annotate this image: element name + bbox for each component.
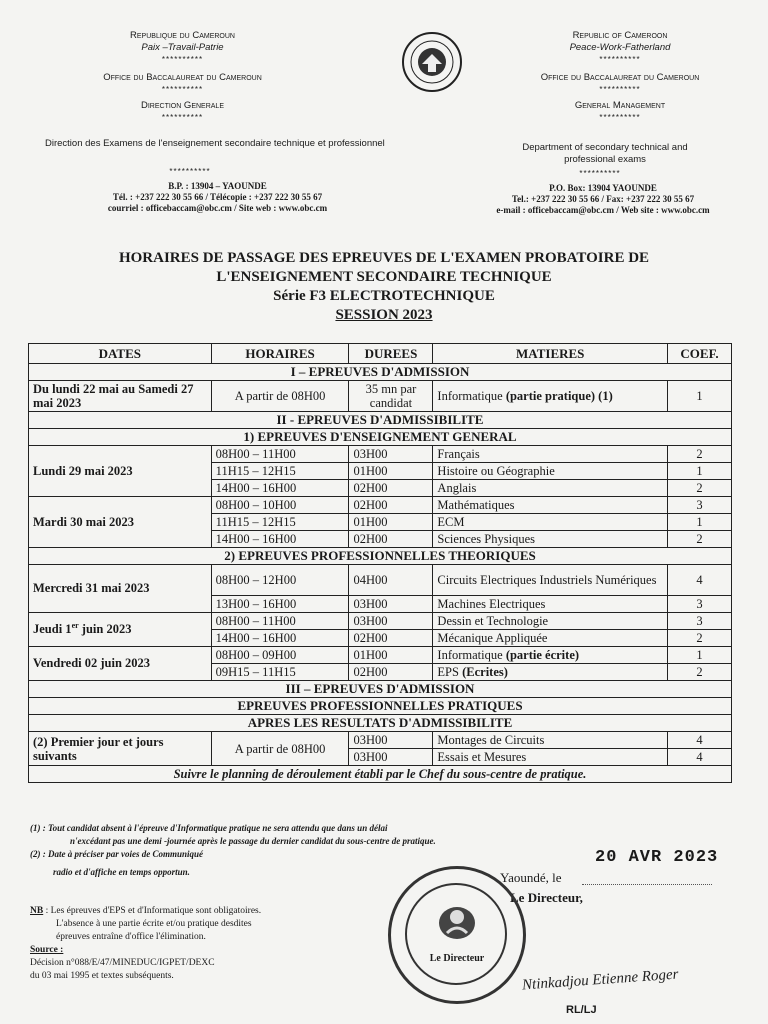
- date-cell: Jeudi 1er juin 2023: [29, 613, 212, 647]
- matiere-cell: Sciences Physiques: [433, 531, 668, 548]
- date-cell: Mardi 30 mai 2023: [29, 497, 212, 548]
- horaire-cell: 13H00 – 16H00: [211, 596, 349, 613]
- tel-fr: Tél. : +237 222 30 55 66 / Télécopie : +237 222 30 55 67: [112, 192, 323, 202]
- coef-cell: 4: [668, 565, 732, 596]
- coef-cell: 1: [668, 463, 732, 480]
- country-en: Republic of Cameroon: [572, 30, 668, 41]
- duree-cell: 02H00: [349, 664, 433, 681]
- matiere-cell: Machines Electriques: [433, 596, 668, 613]
- horaire-cell: A partir de 08H00: [211, 381, 349, 412]
- footnote-1b: n'excédant pas une demi -journée après le passage du dernier candidat du sous-centre de pratique.: [70, 836, 436, 846]
- stars: **********: [599, 113, 641, 122]
- header-dates: DATES: [29, 344, 212, 364]
- duree-cell: 03H00: [349, 446, 433, 463]
- office-fr: Office du Baccalaureat du Cameroun: [103, 72, 262, 83]
- table-row: [29, 613, 732, 630]
- nb-line-2: L'absence à une partie écrite et/ou pratique desdites: [56, 919, 252, 929]
- matiere-cell: ECM: [433, 514, 668, 531]
- duree-cell: 01H00: [349, 647, 433, 664]
- date-line: [582, 870, 712, 885]
- matiere-cell: Circuits Electriques Industriels Numériques: [433, 565, 668, 596]
- horaire-cell: 11H15 – 12H15: [211, 463, 349, 480]
- matiere-cell: Histoire ou Géographie: [433, 463, 668, 480]
- bp-fr: B.P. : 13904 – YAOUNDE: [168, 181, 267, 191]
- bp-en: P.O. Box: 13904 YAOUNDE: [549, 183, 657, 193]
- duree-cell: 03H00: [349, 613, 433, 630]
- table-row: [29, 647, 732, 664]
- duree-cell: 02H00: [349, 630, 433, 647]
- email-fr: courriel : officebaccam@obc.cm / Site web : www.obc.cm: [107, 203, 328, 213]
- table-header-row: [29, 344, 732, 364]
- coef-cell: 4: [668, 749, 732, 766]
- nb-line-1: : Les épreuves d'EPS et d'Informatique sont obligatoires.: [43, 906, 262, 916]
- motto-en: Peace-Work-Fatherland: [569, 42, 671, 53]
- header-durees: DUREES: [349, 344, 433, 364]
- department-en: Department of secondary technical and professional exams: [522, 142, 688, 165]
- header-coef: COEF.: [668, 344, 732, 364]
- coef-cell: 3: [668, 497, 732, 514]
- table-footer-note: Suivre le planning de déroulement établi par le Chef du sous-centre de pratique.: [29, 766, 732, 783]
- header-horaires: HORAIRES: [211, 344, 349, 364]
- matiere-cell: Informatique (partie pratique) (1): [433, 381, 668, 412]
- horaire-cell: 08H00 – 11H00: [211, 613, 349, 630]
- source-line-2: du 03 mai 1995 et textes subséquents.: [30, 971, 174, 981]
- horaire-cell: 08H00 – 11H00: [211, 446, 349, 463]
- title-line-1: HORAIRES DE PASSAGE DES EPREUVES DE L'EXAMEN PROBATOIRE DE: [118, 250, 650, 266]
- duree-cell: 01H00: [349, 514, 433, 531]
- matiere-cell: Mathématiques: [433, 497, 668, 514]
- matiere-cell: Mécanique Appliquée: [433, 630, 668, 647]
- horaire-cell: 14H00 – 16H00: [211, 480, 349, 497]
- matiere-cell: Essais et Mesures: [433, 749, 668, 766]
- nb-label: NB: [30, 906, 44, 916]
- stars: **********: [599, 55, 641, 64]
- document-title: [20, 249, 748, 325]
- section-general: 1) EPREUVES D'ENSEIGNEMENT GENERAL: [29, 429, 732, 446]
- coef-cell: 1: [668, 381, 732, 412]
- matiere-cell: Montages de Circuits: [433, 732, 668, 749]
- date-cell: Lundi 29 mai 2023: [29, 446, 212, 497]
- horaire-cell: 08H00 – 09H00: [211, 647, 349, 664]
- coef-cell: 3: [668, 596, 732, 613]
- motto-fr: Paix –Travail-Patrie: [141, 42, 224, 53]
- coef-cell: 2: [668, 446, 732, 463]
- duree-cell: 02H00: [349, 531, 433, 548]
- direction-en: General Management: [574, 100, 666, 111]
- nb-block: [30, 905, 360, 983]
- table-row: [29, 732, 732, 749]
- title-session: SESSION 2023: [335, 307, 433, 323]
- date-cell: Mercredi 31 mai 2023: [29, 565, 212, 613]
- duree-cell: 01H00: [349, 463, 433, 480]
- date-stamp: 20 AVR 2023: [595, 848, 719, 867]
- stars: **********: [161, 85, 204, 94]
- table-row: [29, 565, 732, 596]
- horaire-cell: 09H15 – 11H15: [211, 664, 349, 681]
- stamp-label: Le Directeur: [429, 953, 485, 964]
- title-series: Série F3 ELECTROTECHNIQUE: [273, 288, 495, 304]
- place-label: Yaoundé, le: [500, 870, 562, 885]
- direction-fr: Direction Generale: [140, 100, 224, 111]
- duree-cell: 02H00: [349, 497, 433, 514]
- source-line-1: Décision n°088/E/47/MINEDUC/IGPET/DEXC: [30, 958, 215, 968]
- duree-cell: 03H00: [349, 732, 433, 749]
- section-admissibilite: II - EPREUVES D'ADMISSIBILITE: [29, 412, 732, 429]
- source-label: Source :: [30, 945, 64, 955]
- horaire-cell: 14H00 – 16H00: [211, 531, 349, 548]
- matiere-cell: EPS (Ecrites): [433, 664, 668, 681]
- date-cell: (2) Premier jour et jours suivants: [29, 732, 212, 766]
- department-fr: Direction des Examens de l'enseignement secondaire technique et professionnel: [45, 138, 385, 149]
- section-admission-2: III – EPREUVES D'ADMISSION: [29, 681, 732, 698]
- director-signature: Ntinkadjou Etienne Roger: [521, 966, 679, 994]
- coef-cell: 2: [668, 531, 732, 548]
- date-cell: Vendredi 02 juin 2023: [29, 647, 212, 681]
- section-after-results: APRES LES RESULTATS D'ADMISSIBILITE: [29, 715, 732, 732]
- stars: **********: [579, 169, 621, 178]
- horaire-cell: 14H00 – 16H00: [211, 630, 349, 647]
- contact-left: [50, 181, 385, 214]
- coef-cell: 3: [668, 613, 732, 630]
- horaire-cell: A partir de 08H00: [211, 732, 349, 766]
- horaire-cell: 08H00 – 10H00: [211, 497, 349, 514]
- email-en: e-mail : officebaccam@obc.cm / Web site : www.obc.cm: [496, 205, 710, 215]
- footnote-2b: radio et d'affiche en temps opportun.: [53, 867, 190, 877]
- date-cell: Du lundi 22 mai au Samedi 27 mai 2023: [29, 381, 212, 412]
- coef-cell: 1: [668, 514, 732, 531]
- coef-cell: 1: [668, 647, 732, 664]
- title-line-2: L'ENSEIGNEMENT SECONDAIRE TECHNIQUE: [216, 269, 552, 285]
- header-left: [40, 30, 325, 124]
- duree-cell: 35 mn par candidat: [349, 381, 433, 412]
- official-stamp: [388, 866, 526, 1004]
- initials: RL/LJ: [566, 1004, 597, 1016]
- matiere-cell: Français: [433, 446, 668, 463]
- section-practical: EPREUVES PROFESSIONNELLES PRATIQUES: [29, 698, 732, 715]
- section-admission: I – EPREUVES D'ADMISSION: [29, 364, 732, 381]
- horaire-cell: 08H00 – 12H00: [211, 565, 349, 596]
- matiere-cell: Dessin et Technologie: [433, 613, 668, 630]
- coef-cell: 4: [668, 732, 732, 749]
- duree-cell: 03H00: [349, 749, 433, 766]
- contact-right: [478, 183, 728, 216]
- header-right: [490, 30, 750, 124]
- stars: **********: [169, 167, 211, 176]
- duree-cell: 04H00: [349, 565, 433, 596]
- coef-cell: 2: [668, 480, 732, 497]
- coef-cell: 2: [668, 664, 732, 681]
- footnote-1: (1) : Tout candidat absent à l'épreuve d'Informatique pratique ne sera attendu que dans un délai: [30, 823, 388, 833]
- country-fr: Republique du Cameroun: [130, 30, 235, 41]
- table-row: [29, 446, 732, 463]
- coef-cell: 2: [668, 630, 732, 647]
- office-en: Office du Baccalaureat du Cameroun: [540, 72, 700, 83]
- nb-line-3: épreuves entraîne d'office l'élimination.: [56, 932, 206, 942]
- table-row: [29, 381, 732, 412]
- horaire-cell: 11H15 – 12H15: [211, 514, 349, 531]
- duree-cell: 03H00: [349, 596, 433, 613]
- tel-en: Tel.: +237 222 30 55 66 / Fax: +237 222 30 55 67: [511, 194, 695, 204]
- duree-cell: 02H00: [349, 480, 433, 497]
- stars: **********: [599, 85, 641, 94]
- stars: **********: [161, 113, 204, 122]
- matiere-cell: Anglais: [433, 480, 668, 497]
- table-row: [29, 497, 732, 514]
- header-matieres: MATIERES: [433, 344, 668, 364]
- obc-logo-icon: [400, 30, 464, 94]
- schedule-table: [28, 343, 732, 783]
- stamp-emblem-icon: [435, 903, 479, 943]
- matiere-cell: Informatique (partie écrite): [433, 647, 668, 664]
- section-professional: 2) EPREUVES PROFESSIONNELLES THEORIQUES: [29, 548, 732, 565]
- stars: **********: [161, 55, 204, 64]
- director-role: Le Directeur,: [510, 890, 583, 905]
- footnote-2: (2) : Date à préciser par voies de Communiqué: [30, 849, 203, 859]
